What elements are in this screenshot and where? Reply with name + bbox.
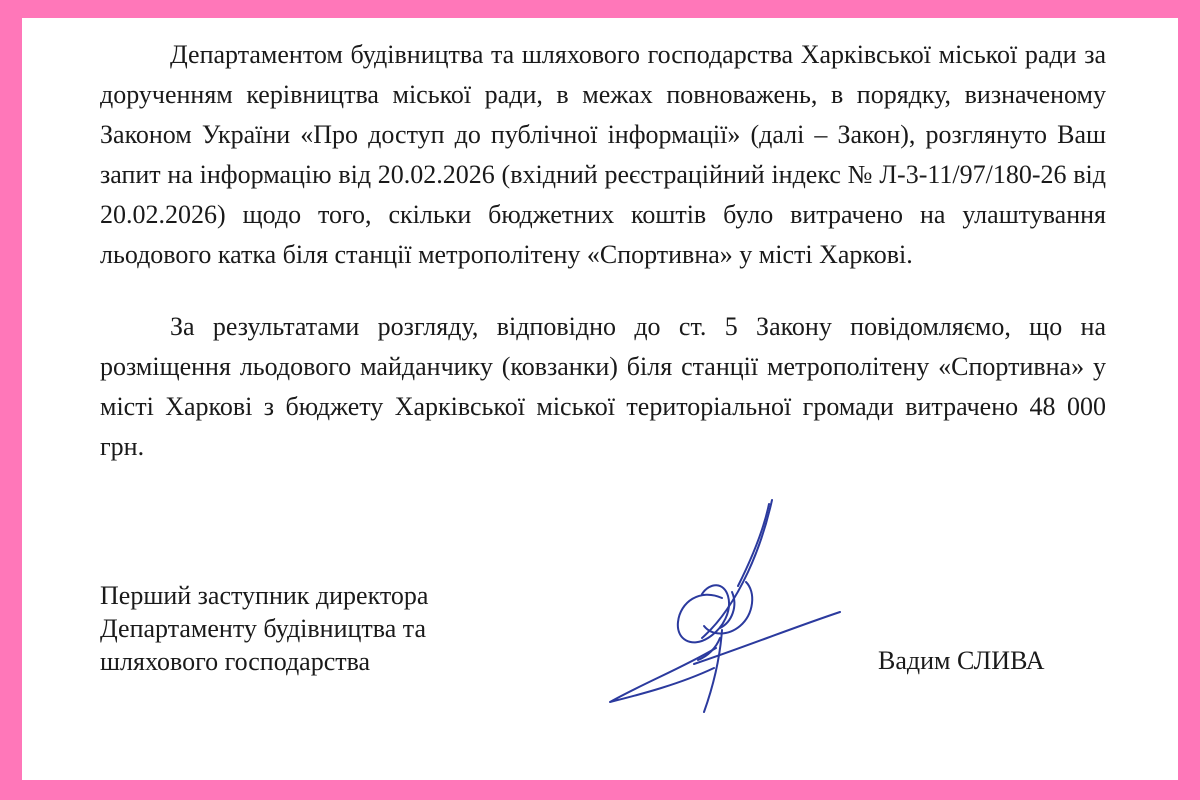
signer-position-line-3: шляхового господарства [100, 647, 371, 676]
signer-name: Вадим СЛИВА [878, 646, 1045, 675]
signer-position [100, 579, 520, 678]
paragraph-request-review: Департаментом будівництва та шляхового господарства Харківської міської ради за дорученням керівництва міської ради, в межах повноважень, в порядку, визначеному Законом України «Про доступ до публічної інформації» (далі – Закон), розглянуто Ваш запит на інформацію від 20.02.2026 (вхідний реєстраційний індекс № Л-3-11/97/180-26 від 20.02.2026) щодо того, скільки бюджетних коштів було витрачено на улаштування льодового катка біля станції метрополітену «Спортивна» у місті Харкові. [100, 40, 1106, 269]
signer-position-line-2: Департаменту будівництва та [100, 614, 426, 643]
document-page [22, 18, 1178, 780]
signer-position-line-1: Перший заступник директора [100, 581, 429, 610]
handwritten-signature [582, 498, 842, 718]
paragraph-result: За результатами розгляду, відповідно до ст. 5 Закону повідомляємо, що на розміщення льодового майданчику (ковзанки) біля станції метрополітену «Спортивна» у місті Харкові з бюджету Харківської міської територіальної громади витрачено 48 000 грн. [100, 312, 1106, 461]
